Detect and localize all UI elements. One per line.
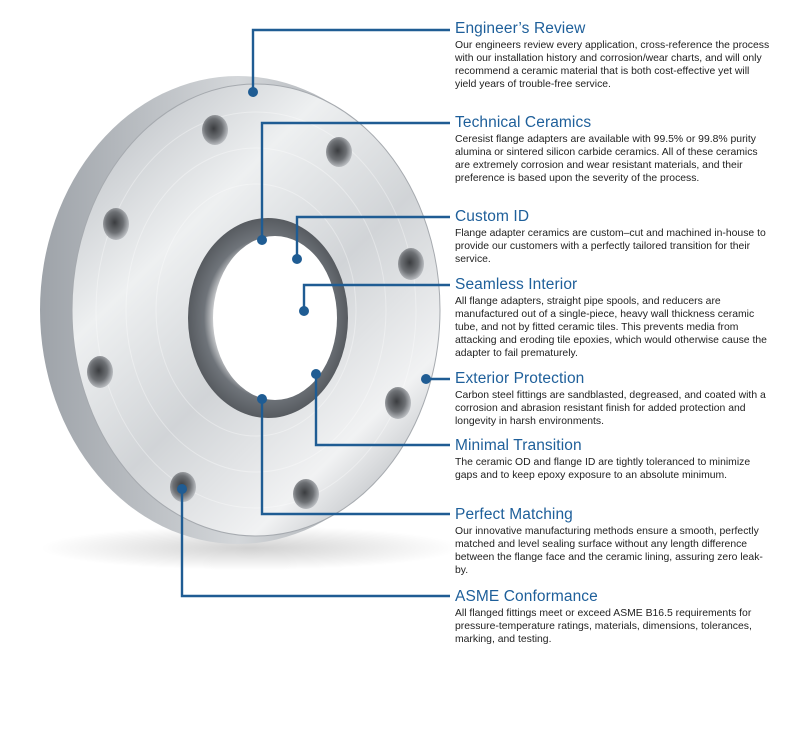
callout-title: Custom ID bbox=[455, 208, 530, 225]
callout-technical-ceramics bbox=[455, 113, 773, 185]
callout-title: Technical Ceramics bbox=[455, 114, 592, 131]
callout-body: The ceramic OD and flange ID are tightly toleranced to minimize gaps and to keep epoxy exposure to an absolute minimum. bbox=[455, 457, 751, 481]
callout-title: Exterior Protection bbox=[455, 370, 585, 387]
callout-asme-conformance bbox=[455, 587, 773, 646]
bolt-hole bbox=[202, 115, 228, 145]
callout-minimal-transition bbox=[455, 436, 773, 482]
callout-custom-id bbox=[455, 207, 773, 266]
callout-exterior-protection bbox=[455, 369, 773, 428]
bolt-hole bbox=[103, 208, 129, 240]
callout-title: Minimal Transition bbox=[455, 437, 582, 454]
callout-title: Perfect Matching bbox=[455, 506, 573, 523]
callout-body: Ceresist flange adapters are available with 99.5% or 99.8% purity alumina or sintered silicon carbide ceramics. All of these ceramics are extremely corrosion and wear resistant materials, and their preference is based upon the severity of the process. bbox=[455, 134, 758, 184]
callout-seamless-interior bbox=[455, 275, 773, 360]
bolt-hole bbox=[326, 137, 352, 167]
callout-engineers-review bbox=[455, 19, 773, 91]
callout-body: All flange adapters, straight pipe spools, and reducers are manufactured out of a single-piece, heavy wall thickness ceramic tube, and not by fitted ceramic tiles. This prevents media from attacking and eroding tile epoxies, which would otherwise cause the adapter to fail prematurely. bbox=[455, 296, 767, 359]
bolt-hole bbox=[385, 387, 411, 419]
callout-body: Our innovative manufacturing methods ensure a smooth, perfectly matched and level sealing surface without any length difference between the flange face and the ceramic lining, assuring zero leak-by. bbox=[455, 526, 763, 576]
bolt-hole bbox=[398, 248, 424, 280]
callout-body: Our engineers review every application, cross-reference the process with our installation history and corrosion/wear charts, and will only recommend a ceramic material that is both cost-effective yet will yield years of trouble-free service. bbox=[455, 40, 770, 90]
callout-body: Carbon steel fittings are sandblasted, degreased, and coated with a corrosion and abrasion resistant finish for added protection and longevity in harsh environments. bbox=[455, 390, 766, 427]
callout-title: Engineer’s Review bbox=[455, 20, 586, 37]
bolt-hole bbox=[293, 479, 319, 509]
bolt-hole bbox=[87, 356, 113, 388]
callout-body: Flange adapter ceramics are custom–cut and machined in-house to provide our customers with a perfectly tailored transition for their service. bbox=[455, 228, 766, 265]
callout-title: ASME Conformance bbox=[455, 588, 598, 605]
callout-body: All flanged fittings meet or exceed ASME B16.5 requirements for pressure-temperature ratings, materials, dimensions, tolerances, marking, and testing. bbox=[455, 608, 752, 645]
callout-perfect-matching bbox=[455, 505, 773, 577]
callout-title: Seamless Interior bbox=[455, 276, 578, 293]
